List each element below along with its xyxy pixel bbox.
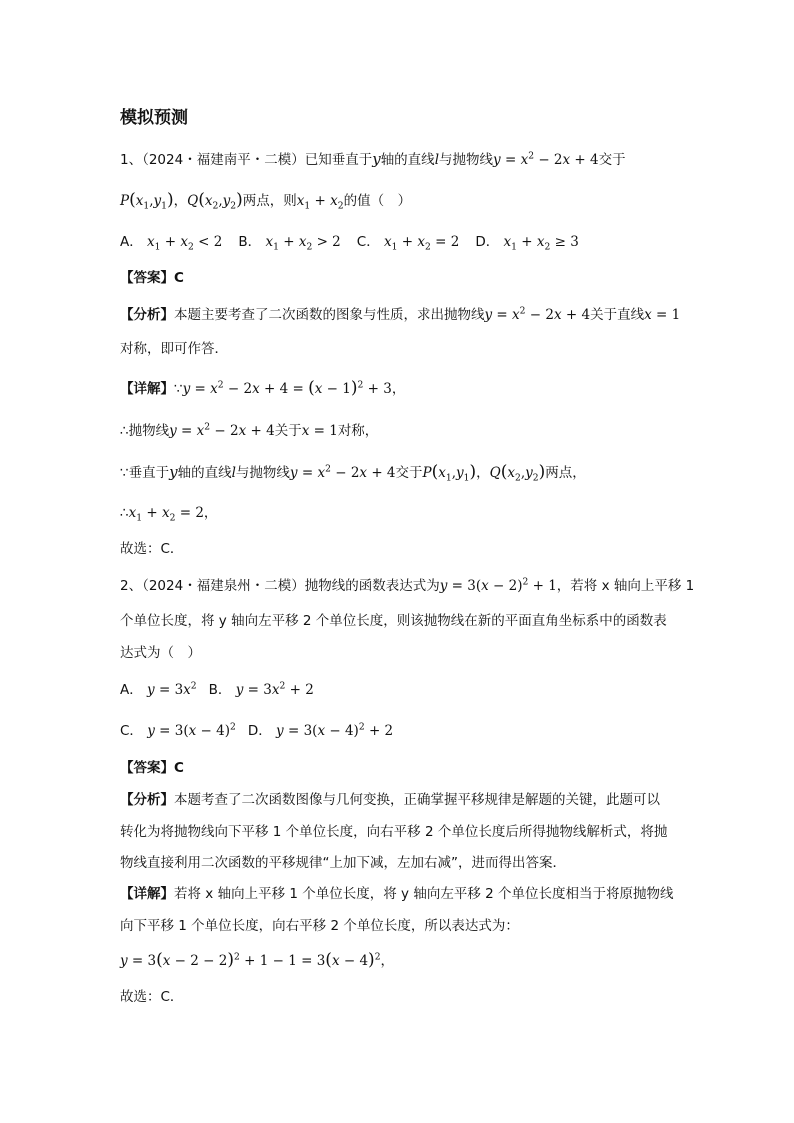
q2-stem-line3: 达式为（ ） xyxy=(120,645,201,661)
q2-detail-formula: $y = 3(x - 2 - 2)^2 + 1 - 1 = 3(x - 4)^2$， xyxy=(120,950,395,970)
q2-option-d: D． $y = 3(x - 4)^2 + 2$ xyxy=(247,721,394,739)
q2-options-row2 xyxy=(120,721,393,741)
q2-option-a: A． $y = 3x^2$ xyxy=(120,680,197,698)
q2-stem-line1: 2、（2024・福建泉州・二模）抛物线的函数表达式为$y = 3(x - 2)^2 + 1$，若将 x 轴向上平移 1 xyxy=(120,576,695,594)
q1-detail-line2: ∴抛物线$y = x^2 - 2x + 4$关于x = 1对称， xyxy=(120,421,379,439)
q1-option-a: A． $x_1 + x_2 < 2$ xyxy=(120,234,223,253)
q2-conclusion: 故选：C． xyxy=(120,989,184,1005)
q1-conclusion: 故选：C． xyxy=(120,541,184,557)
q1-stem-line1: 1、（2024・福建南平・二模）已知垂直于y轴的直线l与抛物线$y = x^2 - 2x + 4$交于 xyxy=(120,150,626,168)
q1-analysis-line1: 【分析】本题主要考查了二次函数的图象与性质，求出抛物线$y = x^2 - 2x + 4$关于直线x = 1 xyxy=(120,305,681,323)
q2-analysis-line1: 【分析】本题考查了二次函数图像与几何变换，正确掌握平移规律是解题的关键，此题可以 xyxy=(120,792,660,808)
section-title: 模拟预测 xyxy=(120,108,188,128)
q1-detail-line1: 【详解】∵y = $x^2 - 2x + 4 = (x - 1)^2 + 3$， xyxy=(120,378,406,398)
q1-option-b: B． $x_1 + x_2 > 2$ xyxy=(238,234,341,253)
q2-option-c: C． $y = 3(x - 4)^2$ xyxy=(120,721,236,739)
q2-analysis-line2: 转化为将抛物线向下平移 1 个单位长度，向右平移 2 个单位长度后所得抛物线解析式，将抛 xyxy=(120,824,668,840)
q1-stem-line2: $P(x_1,y_1)$，$Q(x_2,y_2)$两点，则$x_1 + x_2$的值（ ） xyxy=(120,190,412,212)
q2-detail-line2: 向下平移 1 个单位长度，向右平移 2 个单位长度，所以表达式为： xyxy=(120,918,519,934)
q1-option-c: C． $x_1 + x_2 = 2$ xyxy=(356,234,460,253)
q2-analysis-line3: 物线直接利用二次函数的平移规律“上加下减，左加右减”，进而得出答案． xyxy=(120,855,566,871)
q2-answer: 【答案】C xyxy=(120,760,184,776)
q1-answer: 【答案】C xyxy=(120,270,184,286)
q2-detail-line1: 【详解】若将 x 轴向上平移 1 个单位长度，将 y 轴向左平移 2 个单位长度相当于将原抛物线 xyxy=(120,886,674,902)
q1-options xyxy=(120,232,579,252)
q2-stem-line2: 个单位长度，将 y 轴向左平移 2 个单位长度，则该抛物线在新的平面直角坐标系中的函数表 xyxy=(120,613,667,629)
q2-option-b: B． $y = 3x^2 + 2$ xyxy=(208,680,314,698)
q1-detail-line4: $\therefore x_1 + x_2 = 2$， xyxy=(120,505,218,524)
q1-detail-line3: ∵垂直于y轴的直线l与抛物线$y = x^2 - 2x + 4$交于$P(x_1,y_1)$，$Q(x_2,y_2)$两点， xyxy=(120,462,586,484)
q1-option-d: D． $x_1 + x_2 \ge 3$ xyxy=(475,234,579,253)
q2-options-row1 xyxy=(120,680,314,700)
q1-analysis-line2: 对称，即可作答． xyxy=(120,341,228,357)
